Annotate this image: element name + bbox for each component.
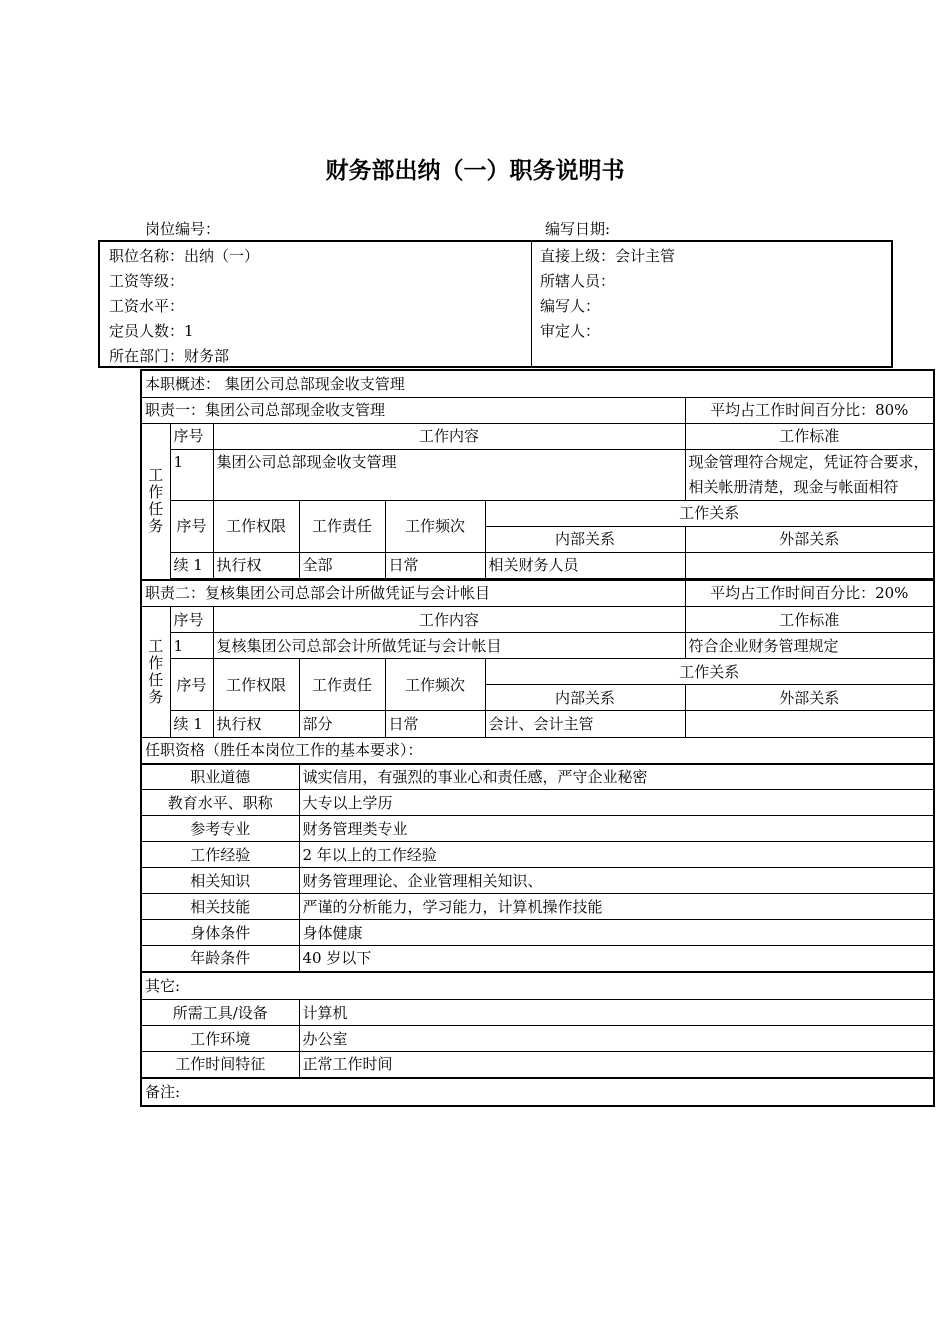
duty-2-frequency-header: 工作频次	[385, 659, 485, 711]
info-right-0: 直接上级：会计主管	[540, 247, 676, 265]
duty-1-detail-internal: 相关财务人员	[485, 552, 685, 578]
duty-2-detail-seq: 续 1	[170, 711, 213, 738]
info-left-0: 职位名称：出纳（一）	[109, 247, 260, 265]
duty-1-standard-header: 工作标准	[685, 423, 934, 449]
qual-value-5: 严谨的分析能力，学习能力，计算机操作技能	[299, 894, 934, 920]
duty-1-task-seq: 1	[170, 449, 213, 500]
qual-label-3: 工作经验	[141, 842, 299, 868]
info-right-1: 所辖人员：	[540, 272, 616, 290]
duty-1-detail-frequency: 日常	[385, 552, 485, 578]
duty-1-responsibility-header: 工作责任	[299, 500, 385, 552]
info-right-2: 编写人：	[540, 297, 601, 315]
other-value-1: 办公室	[299, 1026, 934, 1052]
duty-1-detail-seq: 续 1	[170, 552, 213, 578]
duty-2-standard-header: 工作标准	[685, 607, 934, 633]
overview-text: 本职概述： 集团公司总部现金收支管理	[141, 370, 934, 397]
qual-label-7: 年龄条件	[141, 946, 299, 972]
qual-label-2: 参考专业	[141, 816, 299, 842]
duty-2-task-standard: 符合企业财务管理规定	[685, 633, 934, 659]
qual-value-1: 大专以上学历	[299, 790, 934, 816]
duty-2-internal-header: 内部关系	[485, 685, 685, 711]
other-label-2: 工作时间特征	[141, 1052, 299, 1078]
duty-1-internal-header: 内部关系	[485, 526, 685, 552]
qualifications-heading: 任职资格（胜任本岗位工作的基本要求）：	[141, 738, 934, 764]
duty-1-title: 职责一：集团公司总部现金收支管理	[141, 397, 685, 423]
info-right-3: 审定人：	[540, 322, 601, 340]
duty-1-task-content: 集团公司总部现金收支管理	[213, 449, 685, 500]
qual-value-3: 2 年以上的工作经验	[299, 842, 934, 868]
duty-2-detail-external	[685, 711, 934, 738]
duty-2-detail-authority: 执行权	[213, 711, 299, 738]
duty-2-seq-header: 序号	[170, 607, 213, 633]
duty-2-responsibility-header: 工作责任	[299, 659, 385, 711]
page-title: 财务部出纳（一）职务说明书	[325, 158, 625, 184]
info-left-1: 工资等级：	[109, 272, 185, 290]
duty-1-external-header: 外部关系	[685, 526, 934, 552]
duty-2-relations-header: 工作关系	[485, 659, 934, 685]
duty-2-task-content: 复核集团公司总部会计所做凭证与会计帐目	[213, 633, 685, 659]
duty-2-time-pct: 平均占工作时间百分比：20%	[685, 580, 934, 607]
qual-value-4: 财务管理理论、企业管理相关知识、	[299, 868, 934, 894]
info-left-2: 工资水平：	[109, 297, 185, 315]
other-heading: 其它:	[141, 972, 934, 1000]
position-no-label: 岗位编号：	[145, 220, 221, 238]
info-left-3: 定员人数：1	[109, 322, 194, 340]
qual-value-2: 财务管理类专业	[299, 816, 934, 842]
qual-value-7: 40 岁以下	[299, 946, 934, 972]
date-label: 编写日期:	[545, 220, 611, 238]
qual-label-0: 职业道德	[141, 764, 299, 790]
other-label-1: 工作环境	[141, 1026, 299, 1052]
remarks: 备注:	[141, 1078, 934, 1106]
duty-1-detail-responsibility: 全部	[299, 552, 385, 578]
info-box	[98, 240, 893, 368]
duty-1-authority-header: 工作权限	[213, 500, 299, 552]
duty-2-detail-responsibility: 部分	[299, 711, 385, 738]
other-value-2: 正常工作时间	[299, 1052, 934, 1078]
duty-2-external-header: 外部关系	[685, 685, 934, 711]
duty-1-time-pct: 平均占工作时间百分比：80%	[685, 397, 934, 423]
qual-label-1: 教育水平、职称	[141, 790, 299, 816]
duty-2-task-seq: 1	[170, 633, 213, 659]
duty-1-relations-header: 工作关系	[485, 500, 934, 526]
duty-2-content-header: 工作内容	[213, 607, 685, 633]
duty-1-detail-seq-header: 序号	[170, 500, 213, 552]
duty-1-task-label: 工作任务	[141, 423, 170, 580]
duty-1-task-standard: 现金管理符合规定，凭证符合要求，相关帐册清楚，现金与帐面相符	[685, 449, 934, 500]
duty-2-detail-internal: 会计、会计主管	[485, 711, 685, 738]
duty-2-task-label: 工作任务	[141, 607, 170, 738]
info-left-4: 所在部门：财务部	[109, 347, 230, 365]
info-divider	[531, 242, 532, 368]
qual-value-0: 诚实信用，有强烈的事业心和责任感，严守企业秘密	[299, 764, 934, 790]
other-label-0: 所需工具/设备	[141, 1000, 299, 1026]
duty-1-detail-authority: 执行权	[213, 552, 299, 578]
qual-label-6: 身体条件	[141, 920, 299, 946]
other-value-0: 计算机	[299, 1000, 934, 1026]
duty-2-title: 职责二：复核集团公司总部会计所做凭证与会计帐目	[141, 580, 685, 607]
duty-2-authority-header: 工作权限	[213, 659, 299, 711]
qual-label-4: 相关知识	[141, 868, 299, 894]
duty-1-frequency-header: 工作频次	[385, 500, 485, 552]
duty-1-detail-external	[685, 552, 934, 578]
duty-2-detail-seq-header: 序号	[170, 659, 213, 711]
duty-2-detail-frequency: 日常	[385, 711, 485, 738]
duties-table	[140, 369, 935, 1107]
duty-1-seq-header: 序号	[170, 423, 213, 449]
duty-1-content-header: 工作内容	[213, 423, 685, 449]
qual-value-6: 身体健康	[299, 920, 934, 946]
qual-label-5: 相关技能	[141, 894, 299, 920]
